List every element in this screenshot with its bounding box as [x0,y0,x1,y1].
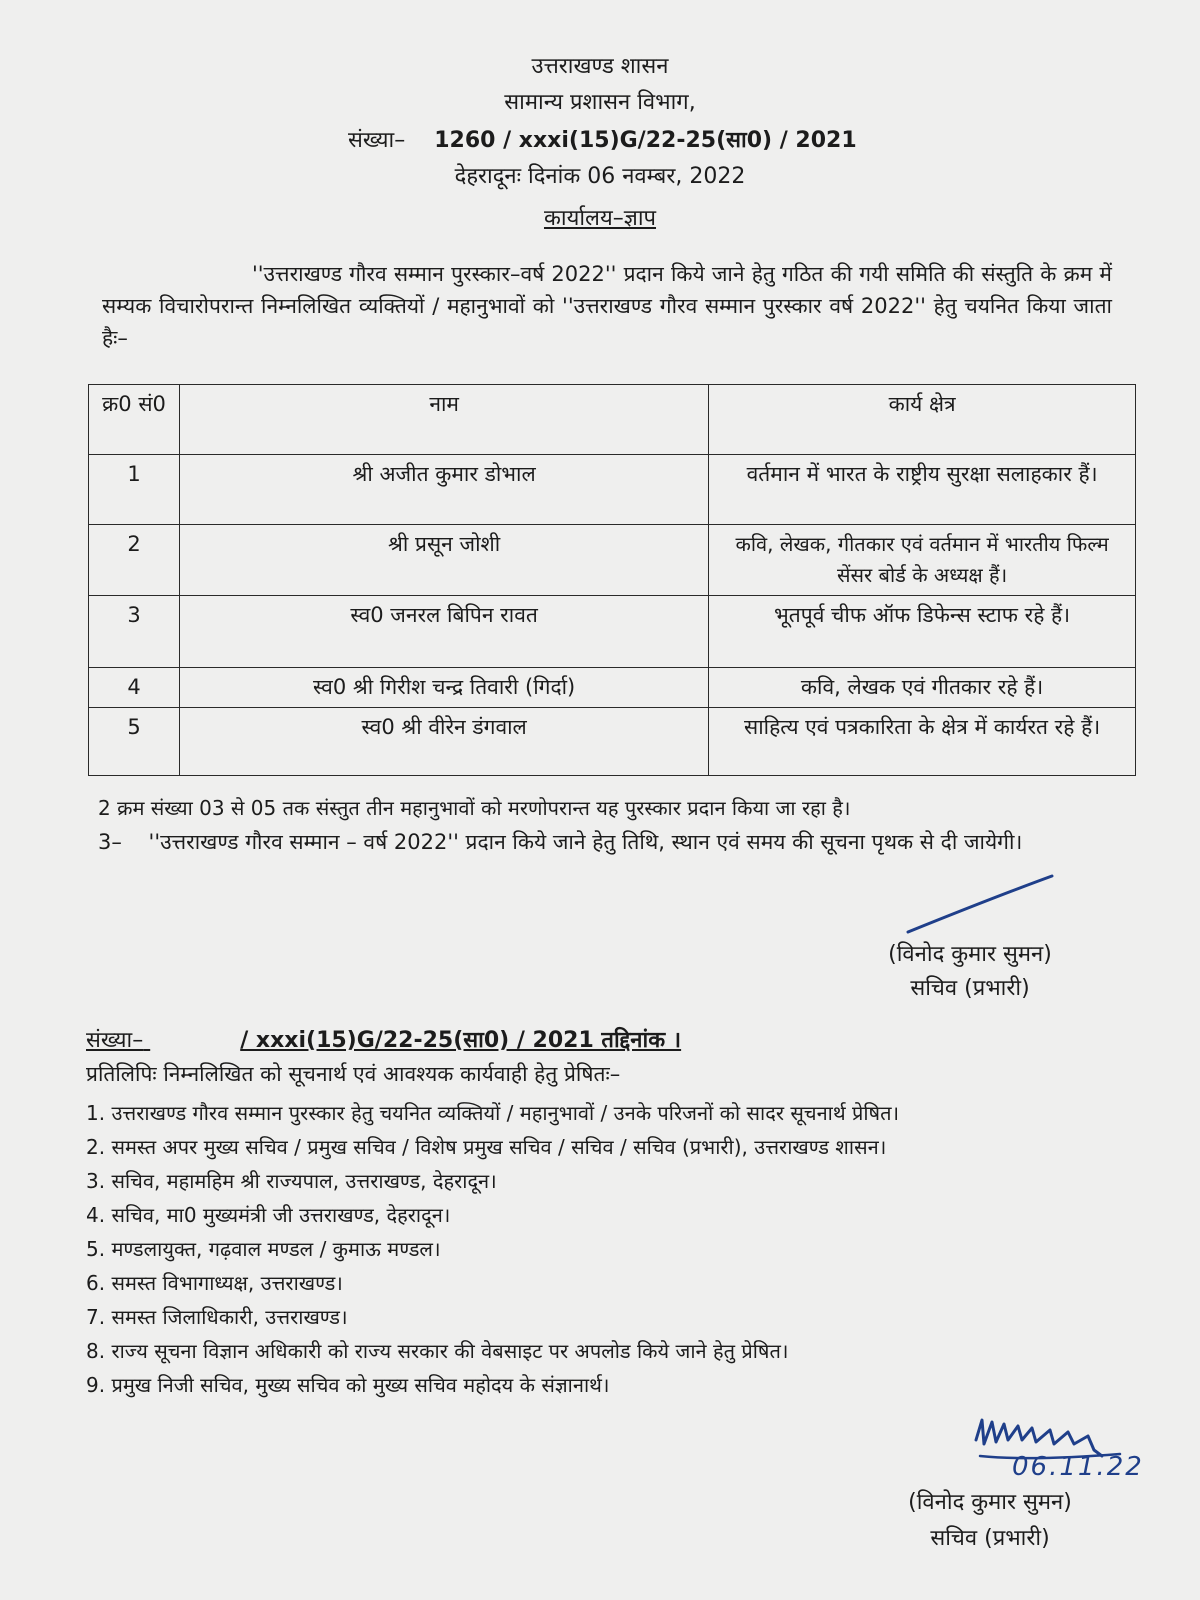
row-field: भूतपूर्व चीफ ऑफ डिफेन्स स्टाफ रहे हैं। [709,596,1136,668]
row-field: वर्तमान में भारत के राष्ट्रीय सुरक्षा सलाहकार हैं। [709,455,1136,525]
table-row [89,668,1136,708]
signature-date: 06.11.22 [1012,1452,1144,1482]
number-line [348,124,857,154]
row-serial: 4 [89,668,180,708]
signature-stroke-1 [900,870,1060,940]
awardees-table [88,384,1136,776]
copy-number-line [86,1024,681,1054]
memo-title: कार्यालय–ज्ञाप [543,206,657,231]
header-serial: क्र0 सं0 [89,385,180,455]
list-item: 3. सचिव, महामहिम श्री राज्यपाल, उत्तराखण्ड, देहरादून। [86,1169,497,1193]
list-item: 4. सचिव, मा0 मुख्यमंत्री जी उत्तराखण्ड, देहरादून। [86,1203,451,1227]
copy-list [86,1096,1146,1402]
list-item: 9. प्रमुख निजी सचिव, मुख्य सचिव को मुख्य सचिव महोदय के संज्ञानार्थ। [86,1373,610,1397]
row-name: स्व0 श्री वीरेन डंगवाल [180,708,709,776]
table-header-row [89,385,1136,455]
copy-number-value: / xxxi(15)G/22-25(सा0) / 2021 तद्दिनांक । [240,1028,682,1053]
row-name: श्री प्रसून जोशी [180,525,709,596]
government-title: उत्तराखण्ड शासन [531,54,669,79]
list-item: 5. मण्डलायुक्त, गढ़वाल मण्डल / कुमाऊ मण्डल। [86,1237,441,1261]
header-field: कार्य क्षेत्र [709,385,1136,455]
row-serial: 5 [89,708,180,776]
row-serial: 3 [89,596,180,668]
row-name: श्री अजीत कुमार डोभाल [180,455,709,525]
table-row [89,525,1136,596]
list-item: 1. उत्तराखण्ड गौरव सम्मान पुरस्कार हेतु चयनित व्यक्तियों / महानुभावों / उनके परिजनों को सादर सूचनार्थ प्रेषित। [86,1101,900,1125]
row-name: स्व0 जनरल बिपिन रावत [180,596,709,668]
row-field: कवि, लेखक एवं गीतकार रहे हैं। [709,668,1136,708]
number-label: संख्या– [348,128,406,153]
signatory-2-name: (विनोद कुमार सुमन) [908,1490,1072,1515]
paragraph-3: 3– ''उत्तराखण्ड गौरव सम्मान – वर्ष 2022'' प्रदान किये जाने हेतु तिथि, स्थान एवं समय की सूचना पृथक से दी जायेगी। [98,830,1023,854]
signatory-1-designation: सचिव (प्रभारी) [910,976,1030,1001]
copy-number-label: संख्या– [86,1028,144,1053]
table-row [89,708,1136,776]
row-serial: 2 [89,525,180,596]
row-name: स्व0 श्री गिरीश चन्द्र तिवारी (गिर्दा) [180,668,709,708]
list-item: 2. समस्त अपर मुख्य सचिव / प्रमुख सचिव / विशेष प्रमुख सचिव / सचिव / सचिव (प्रभारी), उत्तराखण्ड शासन। [86,1135,887,1159]
header-name: नाम [180,385,709,455]
list-item: 8. राज्य सूचना विज्ञान अधिकारी को राज्य सरकार की वेबसाइट पर अपलोड किये जाने हेतु प्रेषित। [86,1339,789,1363]
row-field: कवि, लेखक, गीतकार एवं वर्तमान में भारतीय फिल्म सेंसर बोर्ड के अध्यक्ष हैं। [709,525,1136,596]
table-row [89,455,1136,525]
number-value: 1260 / xxxi(15)G/22-25(सा0) / 2021 [434,128,857,153]
row-field: साहित्य एवं पत्रकारिता के क्षेत्र में कार्यरत रहे हैं। [709,708,1136,776]
table-row [89,596,1136,668]
copy-intro: प्रतिलिपिः निम्नलिखित को सूचनार्थ एवं आवश्यक कार्यवाही हेतु प्रेषितः– [86,1062,621,1086]
signatory-1-name: (विनोद कुमार सुमन) [888,942,1052,967]
list-item: 7. समस्त जिलाधिकारी, उत्तराखण्ड। [86,1305,348,1329]
intro-paragraph: ''उत्तराखण्ड गौरव सम्मान पुरस्कार–वर्ष 2022'' प्रदान किये जाने हेतु गठित की गयी समिति की संस्तुति के क्रम में सम्यक विचारोपरान्त निम्नलिखित व्यक्तियों / महानुभावों को ''उत्तराखण्ड गौरव सम्मान पुरस्कार वर्ष 2022'' हेतु चयनित किया जाता हैः– [102,262,1112,350]
row-serial: 1 [89,455,180,525]
department-title: सामान्य प्रशासन विभाग, [504,90,696,115]
list-item: 6. समस्त विभागाध्यक्ष, उत्तराखण्ड। [86,1271,343,1295]
place-date: देहरादूनः दिनांक 06 नवम्बर, 2022 [454,164,746,189]
signatory-2-designation: सचिव (प्रभारी) [930,1526,1050,1551]
paragraph-2: 2 क्रम संख्या 03 से 05 तक संस्तुत तीन महानुभावों को मरणोपरान्त यह पुरस्कार प्रदान किया जा रहा है। [98,796,851,820]
